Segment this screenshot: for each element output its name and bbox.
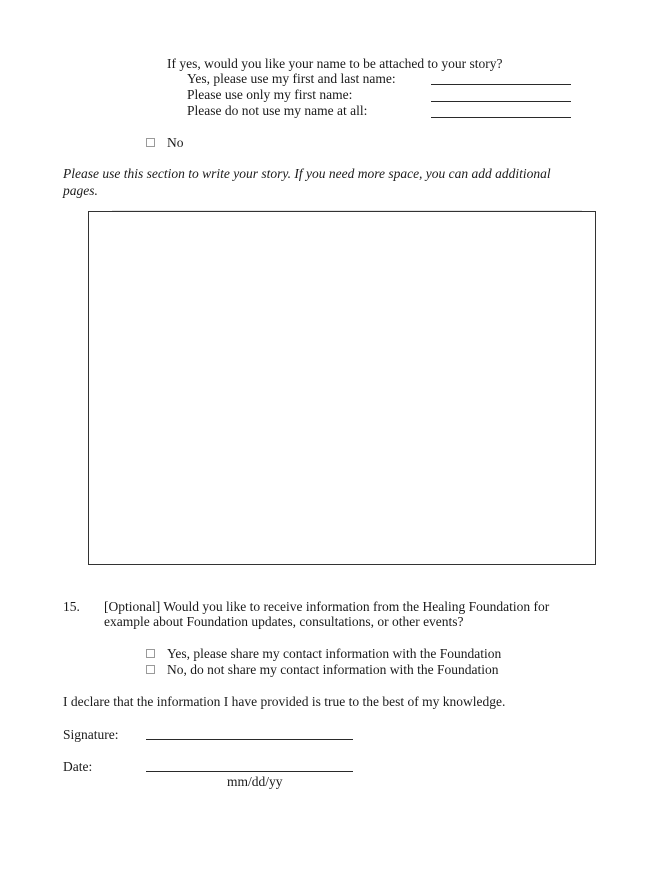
share-yes-label: Yes, please share my contact information with the Foundation bbox=[167, 646, 502, 661]
date-format-hint: mm/dd/yy bbox=[227, 774, 283, 789]
signature-label: Signature: bbox=[63, 727, 119, 742]
name-option-full-blank[interactable] bbox=[431, 84, 571, 85]
story-text-area[interactable] bbox=[88, 211, 596, 565]
share-no-label: No, do not share my contact information with the Foundation bbox=[167, 662, 499, 677]
story-instructions-line2: pages. bbox=[63, 183, 98, 198]
declaration-text: I declare that the information I have provided is true to the best of my knowledge. bbox=[63, 694, 506, 709]
signature-line[interactable] bbox=[146, 739, 353, 740]
naming-question: If yes, would you like your name to be attached to your story? bbox=[167, 56, 503, 71]
name-option-first-blank[interactable] bbox=[431, 101, 571, 102]
no-checkbox[interactable] bbox=[146, 138, 155, 147]
date-line[interactable] bbox=[146, 771, 353, 772]
no-label: No bbox=[167, 135, 184, 150]
share-yes-checkbox[interactable] bbox=[146, 649, 155, 658]
name-option-full: Yes, please use my first and last name: bbox=[187, 71, 396, 86]
question-15-text-line2: example about Foundation updates, consultations, or other events? bbox=[104, 614, 464, 629]
story-instructions-line1: Please use this section to write your story. If you need more space, you can add additional bbox=[63, 166, 551, 181]
date-label: Date: bbox=[63, 759, 93, 774]
name-option-none: Please do not use my name at all: bbox=[187, 103, 368, 118]
name-option-none-blank[interactable] bbox=[431, 117, 571, 118]
share-no-checkbox[interactable] bbox=[146, 665, 155, 674]
name-option-first: Please use only my first name: bbox=[187, 87, 353, 102]
question-15-text-line1: [Optional] Would you like to receive information from the Healing Foundation for bbox=[104, 599, 550, 614]
question-15-number: 15. bbox=[63, 599, 80, 614]
